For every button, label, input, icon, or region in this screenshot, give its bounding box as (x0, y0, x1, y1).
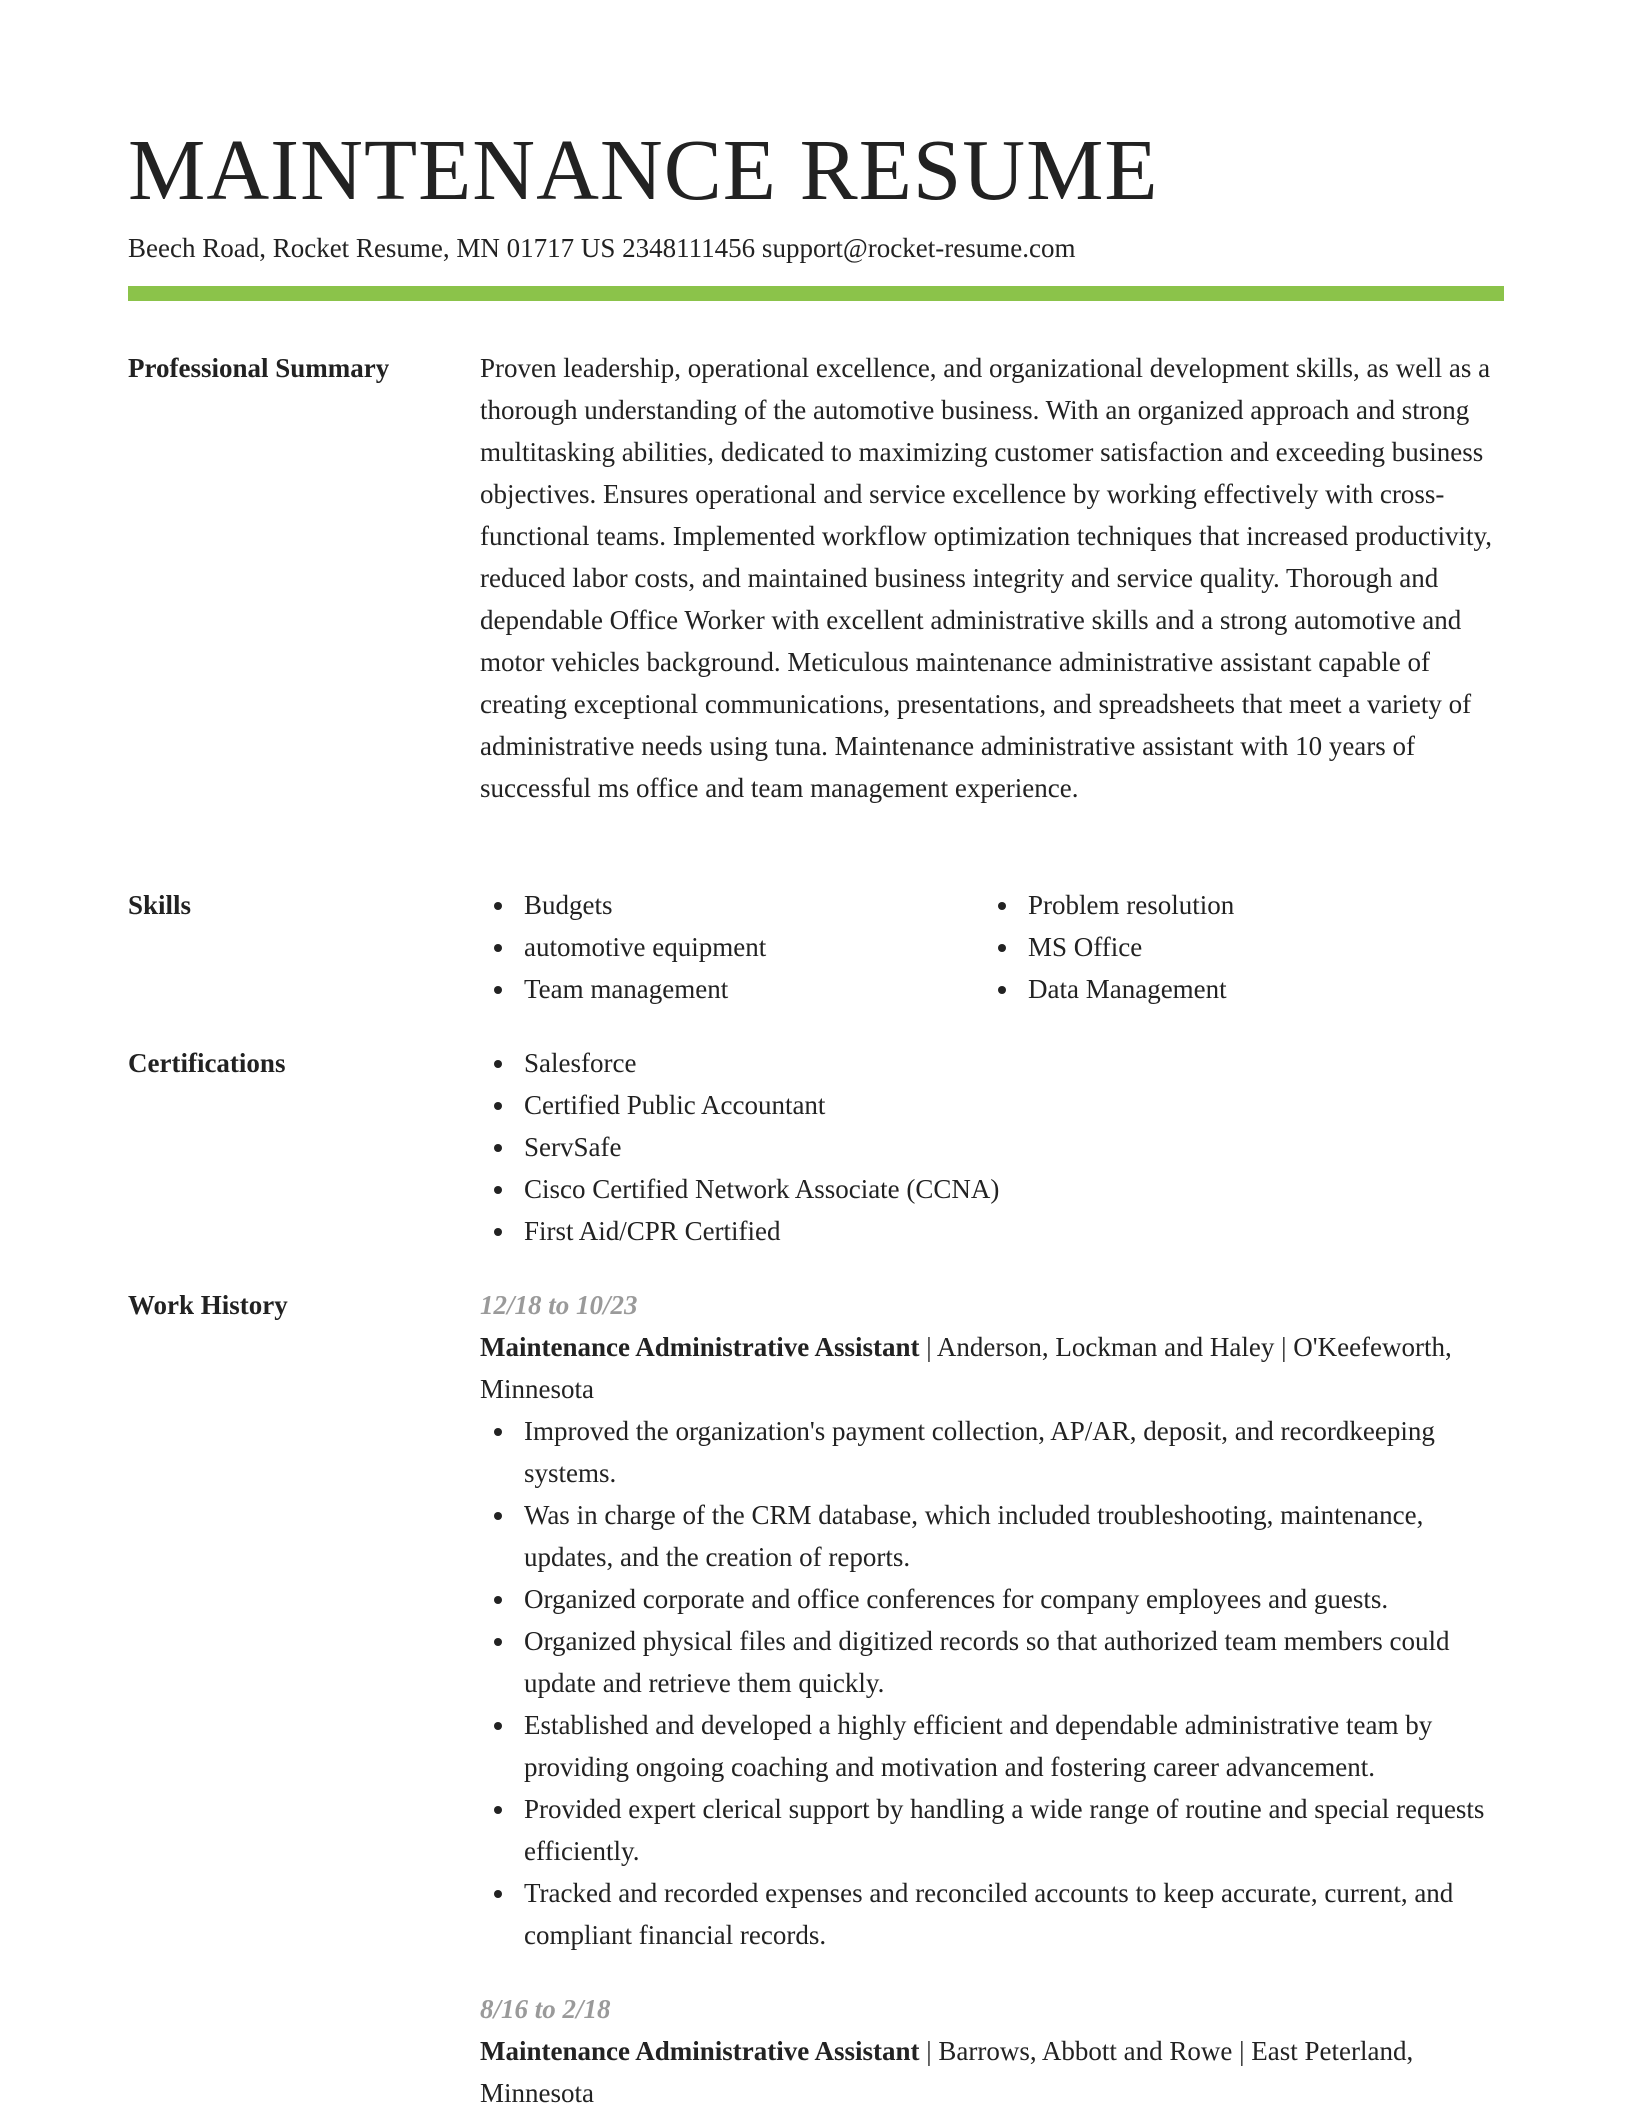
skill-item: Team management (480, 968, 984, 1010)
certification-item: ServSafe (480, 1126, 1504, 1168)
job-dates: 12/18 to 10/23 (480, 1290, 638, 1320)
job-bullet: Established and developed a highly efficient and dependable administrative team by providing ongoing coaching and motivation and fostering career advancement. (480, 1704, 1504, 1788)
job-entry (480, 1284, 1504, 1956)
resume-title: MAINTENANCE RESUME (128, 121, 1159, 218)
summary-text: Proven leadership, operational excellence, and organizational development skills, as well as a thorough understanding of the automotive business. With an organized approach and strong multitasking abilities, dedicated to maximizing customer satisfaction and exceeding business objectives. Ensures operational and service excellence by working effectively with cross-functional teams. Implemented workflow optimization techniques that increased productivity, reduced labor costs, and maintained business integrity and service quality. Thorough and dependable Office Worker with excellent administrative skills and a strong automotive and motor vehicles background. Meticulous maintenance administrative assistant capable of creating exceptional communications, presentations, and spreadsheets that meet a variety of administrative needs using tuna. Maintenance administrative assistant with 10 years of successful ms office and team management experience. (480, 353, 1492, 803)
skills-body (480, 884, 1504, 1010)
skills-column-right (984, 884, 1488, 1010)
job-dates: 8/16 to 2/18 (480, 1994, 611, 2024)
skill-item: Problem resolution (984, 884, 1488, 926)
job-header (480, 2030, 1504, 2114)
job-bullet: Was in charge of the CRM database, which included troubleshooting, maintenance, updates, and the creation of reports. (480, 1494, 1504, 1578)
certifications-heading: Certifications (128, 1048, 286, 1078)
job-bullet: Organized corporate and office conferences for company employees and guests. (480, 1578, 1504, 1620)
job-title: Maintenance Administrative Assistant (480, 1332, 920, 1362)
skills-column-left (480, 884, 984, 1010)
job-bullet: Improved the organization's payment collection, AP/AR, deposit, and recordkeeping systems. (480, 1410, 1504, 1494)
job-bullet: Organized physical files and digitized records so that authorized team members could update and retrieve them quickly. (480, 1620, 1504, 1704)
contact-line: Beech Road, Rocket Resume, MN 01717 US 2348111456 support@rocket-resume.com (128, 233, 1076, 263)
job-title: Maintenance Administrative Assistant (480, 2036, 920, 2066)
skill-item: Budgets (480, 884, 984, 926)
job-bullet-list (480, 1410, 1504, 1956)
work-history-heading: Work History (128, 1290, 288, 1320)
skills-heading: Skills (128, 890, 192, 920)
job-bullet: Tracked and recorded expenses and reconciled accounts to keep accurate, current, and compliant financial records. (480, 1872, 1504, 1956)
header-accent-rule (128, 286, 1504, 301)
certifications-body (480, 1042, 1504, 1252)
work-history-body (480, 1284, 1504, 2114)
job-details: | Barrows, Abbott and Rowe | East Peterland, Minnesota (480, 2036, 1414, 2108)
job-details: | Anderson, Lockman and Haley | O'Keefeworth, Minnesota (480, 1332, 1452, 1404)
certifications-list (480, 1042, 1504, 1252)
certification-item: Cisco Certified Network Associate (CCNA) (480, 1168, 1504, 1210)
skills-grid (480, 884, 1504, 1010)
certification-item: Certified Public Accountant (480, 1084, 1504, 1126)
summary-body (480, 347, 1504, 809)
job-entry (480, 1988, 1504, 2114)
skill-item: Data Management (984, 968, 1488, 1010)
certification-item: First Aid/CPR Certified (480, 1210, 1504, 1252)
job-header (480, 1326, 1504, 1410)
job-bullet: Provided expert clerical support by handling a wide range of routine and special requests efficiently. (480, 1788, 1504, 1872)
skill-item: MS Office (984, 926, 1488, 968)
certification-item: Salesforce (480, 1042, 1504, 1084)
skill-item: automotive equipment (480, 926, 984, 968)
summary-heading: Professional Summary (128, 353, 390, 383)
